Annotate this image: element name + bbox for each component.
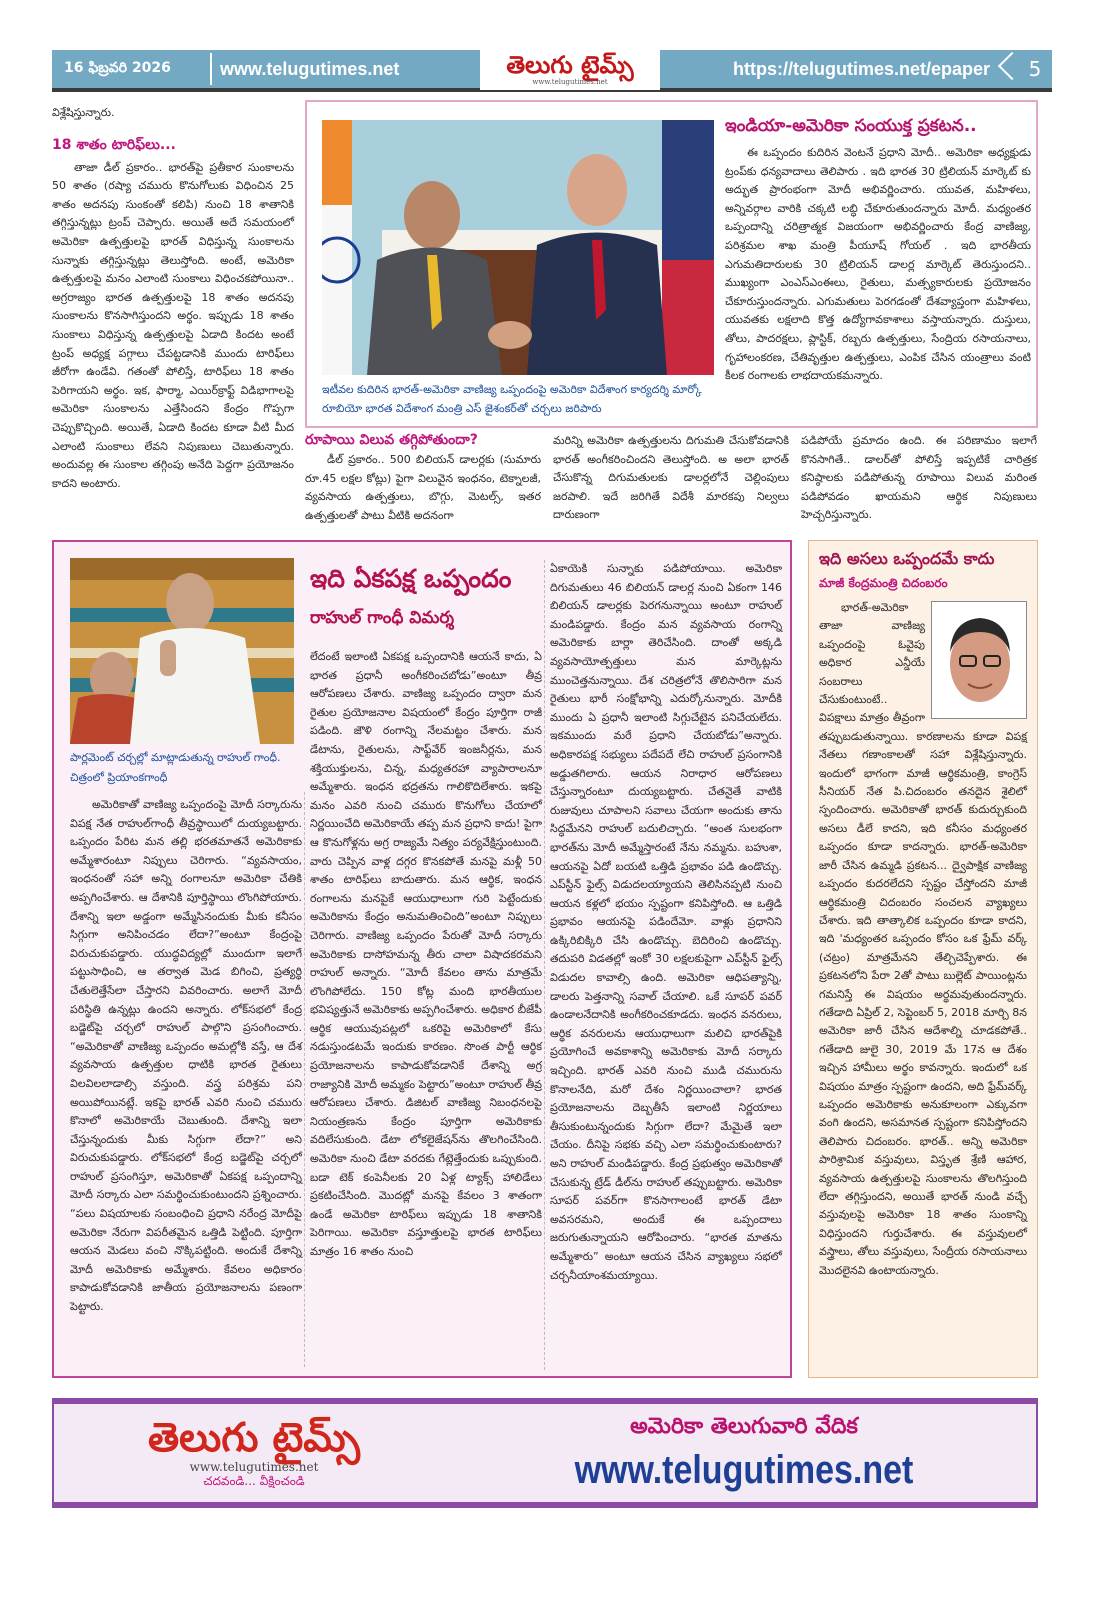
header-divider — [210, 53, 212, 85]
chidambaram-photo — [931, 601, 1027, 719]
handshake-photo — [322, 120, 714, 375]
epaper-link[interactable]: https://telugutimes.net/epaper — [732, 58, 990, 79]
joint-statement-box — [305, 100, 1038, 428]
rahul-subheadline: రాహుల్ గాంధీ విమర్శ — [310, 608, 454, 628]
parliament-image-icon — [70, 558, 294, 744]
chevron-left-icon[interactable] — [998, 48, 1018, 90]
portrait-image-icon — [932, 602, 1027, 719]
rupee-col-3 — [801, 432, 1037, 525]
rupee-text-2: మరిన్ని అమెరికా ఉత్పత్తులను దిగుమతి చేసుకోవడానికి భారత్ అంగీకరించిందని తెలుస్తోంది. అ అలా భారత్ చేసుకొన్న దిగుమతులకు డాలర్లలోనే చెల్లింపులు జరపాలి. ఇదే జరిగితే విదేశీ మారకపు నిల్వలు దారుణంగా — [553, 434, 789, 522]
ad-logo-text: తెలుగు టైమ్స్ — [147, 1415, 361, 1461]
masthead-logo[interactable] — [480, 48, 660, 90]
tariff-subhead: 18 శాతం టారిఫ్‌లు... — [52, 136, 176, 153]
logo-url: www.telugutimes.net — [532, 78, 608, 86]
chidambaram-article-box — [808, 540, 1038, 1378]
rahul-headline: ఇది ఏకపక్ష ఒప్పందం — [310, 564, 512, 593]
footer-advertisement[interactable] — [52, 1398, 1038, 1508]
rahul-col-3: ఏకాయెకి సున్నాకు పడిపోయాయి. అమెరికా దిగుమతులు 46 బిలియన్ డాలర్ల నుంచి ఏకంగా 146 బిలియన్ డాలర్లకు పెరగనున్నాయి అంటూ రాహుల్ మండిపడ్డారు. కేంద్రం మన వ్యవసాయ రంగాన్ని అమెరికాకు బార్లా తెరిచేసింది. దాంతో అక్కడి వ్యవసాయోత్పత్తులు మన మార్కెట్లను ముంచెత్తనున్నాయి. దేశ చరిత్రలోనే తొలిసారిగా మన రైతులు భారీ సంక్షోభాన్ని ఎదుర్కోనున్నారు. మోదీకి ముందు ఏ ప్రధానీ ఇలాంటి సిగ్గుచేటైన పనిచేయలేదు. ఇకముందు మరే ప్రధాని చేయబోడు”అన్నారు. అధికారపక్ష సభ్యులు పదేపదే లేచి రాహుల్ ప్రసంగానికి అడ్డుతగిలారు. ఆయన నిరాధార ఆరోపణలు చేస్తున్నారంటూ దుయ్యబట్టారు. చేతనైతే వాటికి రుజువులు చూపాలని సవాలు చేయగా అందుకు తాను సిద్ధమేనని రాహుల్ బదులిచ్చారు. “అంత సులభంగా భారత్‌ను మోదీ అమ్మేస్తారంటే నేను నమ్మను. బహుశా, ఆయనపై ఏదో బయటి ఒత్తిడి ప్రభావం పడి ఉండొచ్చు. ఎప్‌స్టీన్ ఫైల్స్ విడుదలయ్యాయని తెలిసినప్పటి నుంచి ఆయన కళ్లలో భయం స్పష్టంగా కనిపిస్తోంది. ఆ ఒత్తిడి ప్రభావం ఆయనపై పడిందేమో. వాళ్లు ప్రధానిని ఉక్కిరిబిక్కిరి చేసి ఉండొచ్చు. బెదిరించి ఉండొచ్చు. తదుపరి విడతల్లో ఇంకో 30 లక్షలకుపైగా ఎప్‌స్టీన్ ఫైల్స్ విడుదల కావాల్సి ఉంది. అమెరికా ఆధిపత్యాన్ని, డాలరు పెత్తనాన్ని సవాల్ చేయాలి. ఒకే సూపర్ పవర్ ఉండాలనేదానికి అంగీకరించకూడదు. ఇంధన వనరులు, ఆర్థిక వనరులను ఆయుధాలుగా మలిచి భారత్‌పైకి ప్రయోగించే అవకాశాన్ని అమెరికాకు మోదీ సర్కారు ఇచ్చింది. భారత్ ఎవరి నుంచి ముడి చమురును కొనాలనేది, మరో దేశం నిర్ణయించాలా? భారత ప్రయోజనాలను దెబ్బతీసే ఇలాంటి నిర్ణయాలు తీసుకుంటున్నందుకు సిగ్గుగా లేదా? మేమైతే ఇలా చేయం. దీనిపై సభకు వచ్చి ఎలా సమర్థించుకుంటారు? అని రాహుల్ మండిపడ్డారు. కేంద్ర ప్రభుత్వం అమెరికాతో చేసుకున్న ట్రేడ్ డీల్‌ను రాహుల్ తప్పుబట్టారు. అమెరికా సూపర్ పవర్‌గా కొనసాగాలంటే భారత్ డేటా అవసరమని, అందుకే ఈ ఒప్పందాలు జరుగుతున్నాయని ఆరోపించారు. “భారత మాతను అమ్మేశారు” అంటూ ఆయన చేసిన వ్యాఖ్యలు సభలో చర్చనీయాంశమయ్యాయి. — [550, 562, 782, 1282]
rupee-subhead: రూపాయి విలువ తగ్గిపోతుందా? — [305, 432, 478, 448]
rupee-text-3: పడిపోయే ప్రమాదం ఉంది. ఈ పరిణామం ఇలాగే కొనసాగితే.. డాలర్‌తో పోలిస్తే ఇప్పటికే చారిత్రక కనిష్ఠాలకు పడిపోతున్న రూపాయి విలువ మరింత పడిపోవడం ఖాయమని ఆర్థిక నిపుణులు హెచ్చరిస్తున్నారు. — [801, 434, 1037, 522]
chidambaram-body: భారత్-అమెరికా తాజా వాణిజ్య ఒప్పందంపై ఓవైపు అధికార ఎన్డీయే సంబరాలు చేసుకుంటుంటే.. విపక్షాలు మాత్రం తీవ్రంగా తప్పుబడుతున్నాయి. కారణాలను కూడా విపక్ష నేతలు గణాంకాలతో సహా విశ్లేషిస్తున్నారు. ఇందులో భాగంగా మాజీ ఆర్థికమంత్రి, కాంగ్రెస్ సీనియర్ నేత పి.చిదంబరం తనదైన శైలిలో స్పందించారు. అమెరికాతో భారత్ కుదుర్చుకుంది అసలు డీలే కాదని, ఇది కనీసం మధ్యంతర ఒప్పందం కూడా కాదన్నారు. భారత్-అమెరికా జారీ చేసిన ఉమ్మడి ప్రకటన... ద్వైపాక్షిక వాణిజ్య ఒప్పందం కుదరలేదని స్పష్టం చేస్తోందని మాజీ ఆర్థికమంత్రి చిదంబరం సంచలన వ్యాఖ్యలు చేశారు. ఇది తాత్కాలిక ఒప్పందం కూడా కాదని, ఇది 'మధ్యంతర ఒప్పందం కోసం ఒక ఫ్రేమ్ వర్క్ (చట్రం) మాత్రమేనని తేల్చిచెప్పేశారు. ఈ ప్రకటనలోని పేరా 2తో పాటు బుల్లెట్ పాయింట్లను గమనిస్తే ఈ విషయం అర్థమవుతుందన్నారు. గతేడాది ఏప్రిల్ 2, సెప్టెంబర్ 5, 2018 మార్చి 8న అమెరికా జారీ చేసిన ఆదేశాల్ని చూడకపోతే.. గతేడాది జులై 30, 2019 మే 17న ఆ దేశం ఇచ్చిన హామీలు అర్థం కావన్నారు. ఇందులో ఒక విషయం మాత్రం స్పష్టంగా ఉందని, అది ఫ్రేమ్‌వర్క్ ఒప్పందం అమెరికాకు అనుకూలంగా ఎక్కువగా వంగి ఉందని, అసమానత స్పష్టంగా కనిపిస్తోందని తెలిపారు చిదంబరం. భారత్.. అన్ని అమెరికా పారిశ్రామిక వస్తువులు, విస్తృత శ్రేణి ఆహార, వ్యవసాయ ఉత్పత్తులపై సుంకాలను తొలగిస్తుంది లేదా తగ్గిస్తుందని, అయితే భారత్ నుండి వచ్చే వస్తువులపై అమెరికా 18 శాతం సుంకాన్ని విధిస్తుందని గుర్తుచేశారు. ఈ వస్తువులలో వస్త్రాలు, తోలు వస్తువులు, సేంద్రీయ రసాయనాలు మొదలైనవి ఉంటాయన్నారు. — [819, 601, 1027, 1277]
ad-logo-url: www.telugutimes.net — [189, 1460, 319, 1474]
ad-url-link[interactable]: www.telugutimes.net — [574, 1448, 914, 1492]
rahul-article-box — [52, 540, 792, 1378]
ad-logo — [104, 1416, 404, 1491]
rupee-text-1: డీల్ ప్రకారం.. 500 బిలియన్ డాలర్లకు (సుమారు రూ.45 లక్షల కోట్లు) పైగా విలువైన ఇంధనం, టెక్నాలజీ, వ్యవసాయ ఉత్పత్తులు, బొగ్గు, మెటల్స్, ఇతర ఉత్పత్తులతో పాటు వీటికి అదనంగా — [305, 453, 541, 522]
joint-statement-article — [725, 116, 1031, 386]
ad-headline-block — [534, 1414, 954, 1496]
joint-statement-title: ఇండియా-అమెరికా సంయుక్త ప్రకటన.. — [725, 116, 977, 136]
tariff-article — [52, 104, 294, 493]
tariff-body: తాజా డీల్ ప్రకారం.. భారత్‌పై ప్రతీకార సుంకాలను 50 శాతం (రష్యా చమురు కొనుగోలుకు విధించిన 25 శాతం అదనపు సుంకంతో కలిపి) నుంచి 18 శాతానికి తగ్గిస్తున్నట్లు ట్రంప్ చెప్పారు. అయితే అదే సమయంలో అమెరికా ఉత్పత్తులపై భారత్ విధిస్తున్న సుంకాలను సున్నాకు తగ్గిస్తున్నట్లు తెలుస్తోంది. అంటే, అమెరికా ఉత్పత్తులపై మనం ఎలాంటి సుంకాలు విధించకపోయినా.. అగ్రరాజ్యం భారత ఉత్పత్తులపై 18 శాతం అదనపు సుంకాలను కొనసాగిస్తుందని అర్థం. ఇప్పుడు 18 శాతం సుంకాలు విధిస్తున్న ఉత్పత్తులపై ఏడాది కిందట అంటే ట్రంప్ అధ్యక్ష పగ్గాలు చేపట్టడానికి ముందు టారిఫ్‌లు జీరోగా ఉండేవి. గతంతో పోలిస్తే, టారిఫ్‌లు 18 శాతం పెరిగాయని అర్థం. ఇక, ఫార్మా, ఎయిర్‌క్రాఫ్ట్ విడిభాగాలపై అమెరికా సుంకాలను ఎత్తేసిందని కేంద్రం గొప్పగా చెప్పుకొచ్చింది. అయితే, ఏడాది కిందట కూడా వీటి మీద ఎలాంటి సుంకాలు లేవని నిపుణులు చెబుతున్నారు. అందువల్ల ఈ సుంకాల తగ్గింపు అనేది పెద్దగా ప్రయోజనం కాదని అంటారు. — [52, 160, 294, 490]
ad-headline: అమెరికా తెలుగువారి వేదిక — [630, 1414, 858, 1439]
rahul-photo — [70, 558, 294, 744]
page-header — [52, 50, 1052, 92]
chidambaram-subheadline: మాజీ కేంద్రమంత్రి చిదంబరం — [819, 576, 948, 590]
rahul-col-2: లేదంటే ఇలాంటి ఏకపక్ష ఒప్పందానికి ఆయనే కాదు, ఏ భారత ప్రధానీ అంగీకరించబోడు”అంటూ తీవ్ర ఆరోపణలు చేశారు. వాణిజ్య ఒప్పందం ద్వారా మన రైతుల ప్రయోజనాల విషయంలో కేంద్రం పూర్తిగా రాజీ పడింది. జౌళి రంగాన్ని నేలమట్టం చేశారు. మన డేటాను, రైతులను, సాఫ్ట్‌వేర్ ఇంజనీర్లను, మన శక్తియుక్తులను, చిన్న, మధ్యతరహా వ్యాపారాలనూ అమ్మేశారు. ఇంధన భద్రతను గాలికొదిలేశారు. ఇకపై మనం ఎవరి నుంచి చమురు కొనుగోలు చేయాలో నిర్ణయించేది అమెరికాయే తప్ప మన ప్రధాని కాదు! పైగా ఆ కొనుగోళ్లను అగ్ర రాజ్యమే నిత్యం పర్యవేక్షిస్తుంటుంది. వారు చెప్పిన వాళ్ల దగ్గర కొనకపోతే మనపై మళ్లీ 50 శాతం టారిఫ్‌లు బాదుతారు. మన ఆర్థిక, ఇంధన రంగాలను మనపైకే ఆయుధాలుగా గురి పెట్టేందుకు అమెరికాను కేంద్రం అనుమతించింది”అంటూ నిప్పులు చెరిగారు. వాణిజ్య ఒప్పందం పేరుతో మోదీ సర్కారు అమెరికాకు దాసోహమన్న తీరు చాలా విషాదకరమని రాహుల్ అన్నారు. “మోదీ కేవలం తాను మాత్రమే లొంగిపోలేదు. 150 కోట్ల మంది భారతీయుల భవిష్యత్తునే అమెరికాకు అప్పగించేశారు. అధికార బీజేపీ ఆర్థిక ఆయువుపట్లలో ఒకరిపై అమెరికాలో కేసు నడుస్తుండటమే ఇందుకు కారణం. సొంత పార్టీ ఆర్థిక ప్రయోజనాలను కాపాడుకోవడానికే దేశాన్ని అగ్ర రాజ్యానికి మోదీ అమ్మకం పెట్టారు”అంటూ రాహుల్ తీవ్ర ఆరోపణలు చేశారు. డిజిటల్ వాణిజ్య నిబంధనలపై నియంత్రణను కేంద్రం పూర్తిగా అమెరికాకు వదిలేసుకుంది. డేటా లోకలైజేషన్‌ను తొలగించేసింది. అమెరికా నుంచి డేటా వరదకు గేట్లెత్తేందుకు ఒప్పుకుంది. బడా టెక్ కంపెనీలకు 20 ఏళ్ల ట్యాక్స్ హాలిడేలు ప్రకటించేసింది. మొదట్లో మనపై కేవలం 3 శాతంగా ఉండే అమెరికా టారిఫ్‌లు ఇప్పుడు 18 శాతానికి పెరిగాయి. అమెరికా వస్తూత్తులపై భారత టారిఫ్‌లు మాత్రం 16 శాతం నుంచి — [310, 650, 542, 1258]
lead-line: విశ్లేషిస్తున్నారు. — [52, 106, 115, 119]
rahul-photo-caption: పార్లమెంట్ చర్చల్లో మాట్లాడుతున్న రాహుల్ గాంధీ. చిత్రంలో ప్రియాంకగాంధీ — [70, 751, 281, 784]
handshake-image-icon — [322, 120, 714, 375]
rupee-col-2 — [553, 432, 789, 525]
chidambaram-headline: ఇది అసలు ఒప్పందమే కాదు — [819, 549, 995, 568]
joint-statement-body: ఈ ఒప్పందం కుదిరిన వెంటనే ప్రధాని మోదీ.. అమెరికా అధ్యక్షుడు ట్రంప్‌కు ధన్యవాదాలు తెలిపారు . ఇది భారత 30 ట్రిలియన్ మార్కెట్ కు అద్భుత ప్రారంభంగా మోదీ అభివర్ణించారు. యువత, మహిళలు, అన్నివర్గాల వారికి చక్కటి లబ్ధి చేకూరుతుందన్నారు మోదీ. మధ్యంతర ఒప్పందాన్ని చరిత్రాత్మక విజయంగా అభివర్ణించారు కేంద్ర వాణిజ్య, పరిశ్రమల శాఖ మంత్రి పీయూష్ గోయల్ . ఇది భారతీయ ఎగుమతిదారులకు 30 ట్రిలియన్ డాలర్ల మార్కెట్ తెరుస్తుందని.. ముఖ్యంగా ఎంఎస్ఎంఈలు, రైతులు, మత్స్యకారులకు ప్రయోజనం చేకూరుస్తుందన్నారు. ఎగుమతులు పెరగడంతో దేశవ్యాప్తంగా మహిళలు, యువతకు లక్షలాది కొత్త ఉద్యోగావకాశాలు వస్తాయన్నారు. దుస్తులు, తోలు, పాదరక్షలు, ప్లాస్టిక్, రబ్బరు ఉత్పత్తులు, సేంద్రియ రసాయనాలు, గృహాలంకరణ, చేతివృత్తుల ఉత్పత్తులు, ఎంపిక చేసిన యంత్రాలు వంటి కీలక రంగాలకు లాభదాయకమన్నారు. — [725, 146, 1031, 383]
ad-tagline: చదవండి... వీక్షించండి — [203, 1474, 305, 1488]
rahul-col-1: అమెరికాతో వాణిజ్య ఒప్పందంపై మోదీ సర్కారును విపక్ష నేత రాహుల్‌గాంధీ తీవ్రస్థాయిలో దుయ్యబట్టారు. ఒప్పందం పేరిట మన తల్లి భరతమాతనే అమెరికాకు అమ్మేశారంటూ నిప్పులు చెరిగారు. “వ్యవసాయం, ఇంధనంతో సహా అన్ని రంగాలనూ అమెరికా చేతికి అప్పగించేశారు. ఆ దేశానికి పూర్తిస్థాయి లొంగిపోయారు. దేశాన్ని ఇలా అడ్డంగా అమ్మేసినందుకు మీకు కనీసం సిగ్గుగా అనిపించడం లేదా?”అంటూ కేంద్రంపై విరుచుకుపడ్డారు. యుద్ధవిద్యల్లో ముందుగా ఇలాగే పట్టుసాధించి, ఆ తర్వాత మెడ బిగించి, ప్రత్యర్థి చేతులెత్తేసేలా చేస్తారని వివరించారు. అలాగే మోదీ పరిస్థితి ఉన్నట్లు ఉందని అన్నారు. లోక్‌సభలో కేంద్ర బడ్జెట్‌పై చర్చలో రాహుల్ పాల్గొని ప్రసంగించారు. “అమెరికాతో వాణిజ్య ఒప్పందం అమల్లోకి వస్తే, ఆ దేశ వ్యవసాయ ఉత్పత్తుల ధాటికి భారత రైతులు విలవిలలాడాల్సి వస్తుంది. వస్త్ర పరిశ్రమ పని అయిపోయినట్లే. ఇకపై భారత్ ఎవరి నుంచి చమురు కొనాలో అమెరికాయే చెబుతుంది. దేశాన్ని ఇలా చేస్తున్నందుకు మీకు సిగ్గుగా లేదా?” అని విరుచుకుపడ్డారు. లోక్‌సభలో కేంద్ర బడ్జెట్‌పై చర్చలో రాహుల్ ప్రసంగిస్తూ, అమెరికాతో ఏకపక్ష ఒప్పందాన్ని మోదీ సర్కారు ఎలా సమర్థించుకుంటుందని ప్రశ్నించారు. “పలు విషయాలకు సంబంధించి ప్రధాని నరేంద్ర మోదీపై అమెరికా నేరుగా విపరీతమైన ఒత్తిడి పెట్టింది. పూర్తిగా ఆయన మెడలు వంచి నొక్కిపట్టింది. అందుకే దేశాన్ని మోదీ అమెరికాకు అమ్మేశారు. కేవలం అధికారం కాపాడుకోవడానికి జాతీయ ప్రయోజనాలను పణంగా పెట్టారు. — [70, 798, 302, 1314]
handshake-caption: ఇటీవల కుదిరిన భారత్-అమెరికా వాణిజ్య ఒప్పందంపై అమెరికా విదేశాంగ కార్యదర్శి మార్కో రూబియో భారత విదేశాంగ మంత్రి ఎస్ జైశంకర్‌తో చర్చలు జరిపారు — [322, 383, 702, 415]
page-number: 5 — [1028, 57, 1042, 81]
column-divider — [544, 560, 545, 1370]
site-link[interactable]: www.telugutimes.net — [220, 58, 400, 79]
rupee-col-1 — [305, 432, 541, 525]
column-divider — [304, 792, 305, 1367]
issue-date: 16 ఫిబ్రవరి 2026 — [64, 59, 171, 76]
logo-text: తెలుగు టైమ్స్ — [506, 51, 634, 79]
rupee-article — [305, 432, 1038, 525]
